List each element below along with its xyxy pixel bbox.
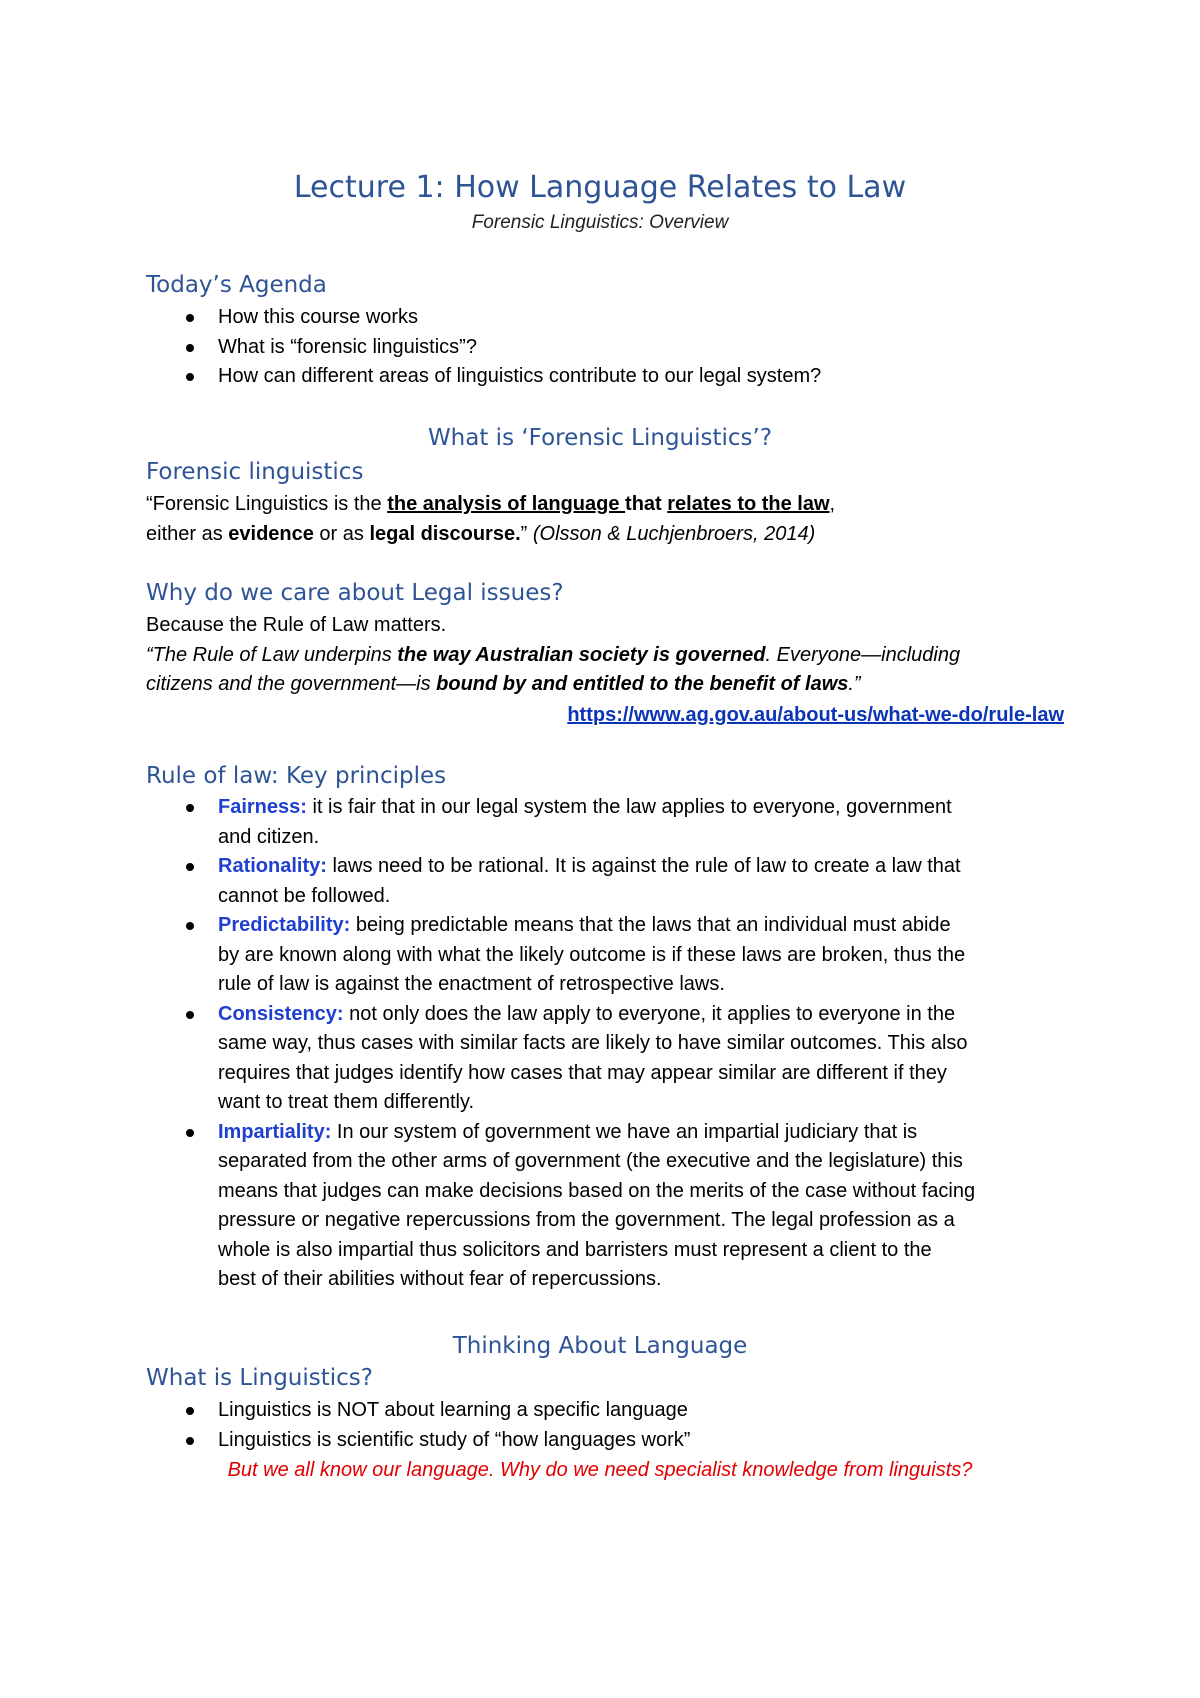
list-item: Impartiality: In our system of government we have an impartial judiciary that is separated from the other arms of government (the executive and the legislature) this means that judges can make decisions based on the merits of the case without facing pressure or negative repercussions from the government. The legal profession as a whole is also impartial thus solicitors and barristers must represent a client to the best of their abilities without fear of repercussions. — [146, 1118, 1066, 1295]
list-item: Fairness: it is fair that in our legal system the law applies to everyone, government and citizen. — [146, 793, 1066, 852]
rule-law-link[interactable]: https://www.ag.gov.au/about-us/what-we-do/rule-law — [567, 704, 1064, 726]
forensic-subheading: Forensic linguistics — [146, 459, 364, 485]
list-item: Rationality: laws need to be rational. It is against the rule of law to create a law that cannot be followed. — [146, 852, 1066, 911]
list-item: Predictability: being predictable means that the laws that an individual must abide by are known along with what the likely outcome is if these laws are broken, thus the rule of law is against the enactment of retrospective laws. — [146, 911, 1066, 1000]
section-heading-forensic: What is ‘Forensic Linguistics’? — [427, 425, 773, 451]
why-paragraph: Because the Rule of Law matters. “The Rule of Law underpins the way Australian society is governed. Everyone—including citizens and the government—is bound by and entitled to the benefit of laws.” — [146, 614, 961, 695]
bullet-icon — [186, 344, 194, 352]
section-heading-thinking: Thinking About Language — [452, 1333, 748, 1359]
list-item: How can different areas of linguistics contribute to our legal system? — [146, 362, 1066, 392]
list-item: Consistency: not only does the law apply to everyone, it applies to everyone in the same way, thus cases with similar facts are likely to have similar outcomes. This also requires that judges identify how cases that may appear similar are different if they want to treat them differently. — [146, 1000, 1066, 1118]
bullet-icon — [186, 314, 194, 322]
list-item: What is “forensic linguistics”? — [146, 333, 1066, 363]
citation: (Olsson & Luchjenbroers, 2014) — [527, 522, 816, 545]
bullet-icon — [186, 1437, 194, 1445]
forensic-definition-quote: “Forensic Linguistics is the the analysis of language that relates to the law, either as evidence or as legal discourse.” (Olsson & Luchjenbroers, 2014) — [146, 493, 836, 545]
agenda-list — [146, 303, 1066, 392]
bullet-icon — [186, 373, 194, 381]
agenda-heading: Today’s Agenda — [146, 272, 327, 298]
page-subtitle: Forensic Linguistics: Overview — [471, 212, 729, 233]
bullet-icon — [186, 922, 194, 930]
bullet-icon — [186, 804, 194, 812]
linguistics-subheading: What is Linguistics? — [146, 1365, 374, 1391]
bullet-icon — [186, 863, 194, 871]
linguistics-list — [146, 1396, 1066, 1455]
principles-heading: Rule of law: Key principles — [146, 763, 447, 789]
linguists-question: But we all know our language. Why do we need specialist knowledge from linguists? — [227, 1459, 973, 1481]
list-item: Linguistics is scientific study of “how languages work” — [146, 1426, 1066, 1456]
bullet-icon — [186, 1011, 194, 1019]
why-heading: Why do we care about Legal issues? — [146, 580, 564, 606]
principles-list — [146, 793, 1066, 1295]
list-item: How this course works — [146, 303, 1066, 333]
page-title: Lecture 1: How Language Relates to Law — [293, 170, 907, 205]
list-item: Linguistics is NOT about learning a specific language — [146, 1396, 1066, 1426]
bullet-icon — [186, 1407, 194, 1415]
bullet-icon — [186, 1129, 194, 1137]
